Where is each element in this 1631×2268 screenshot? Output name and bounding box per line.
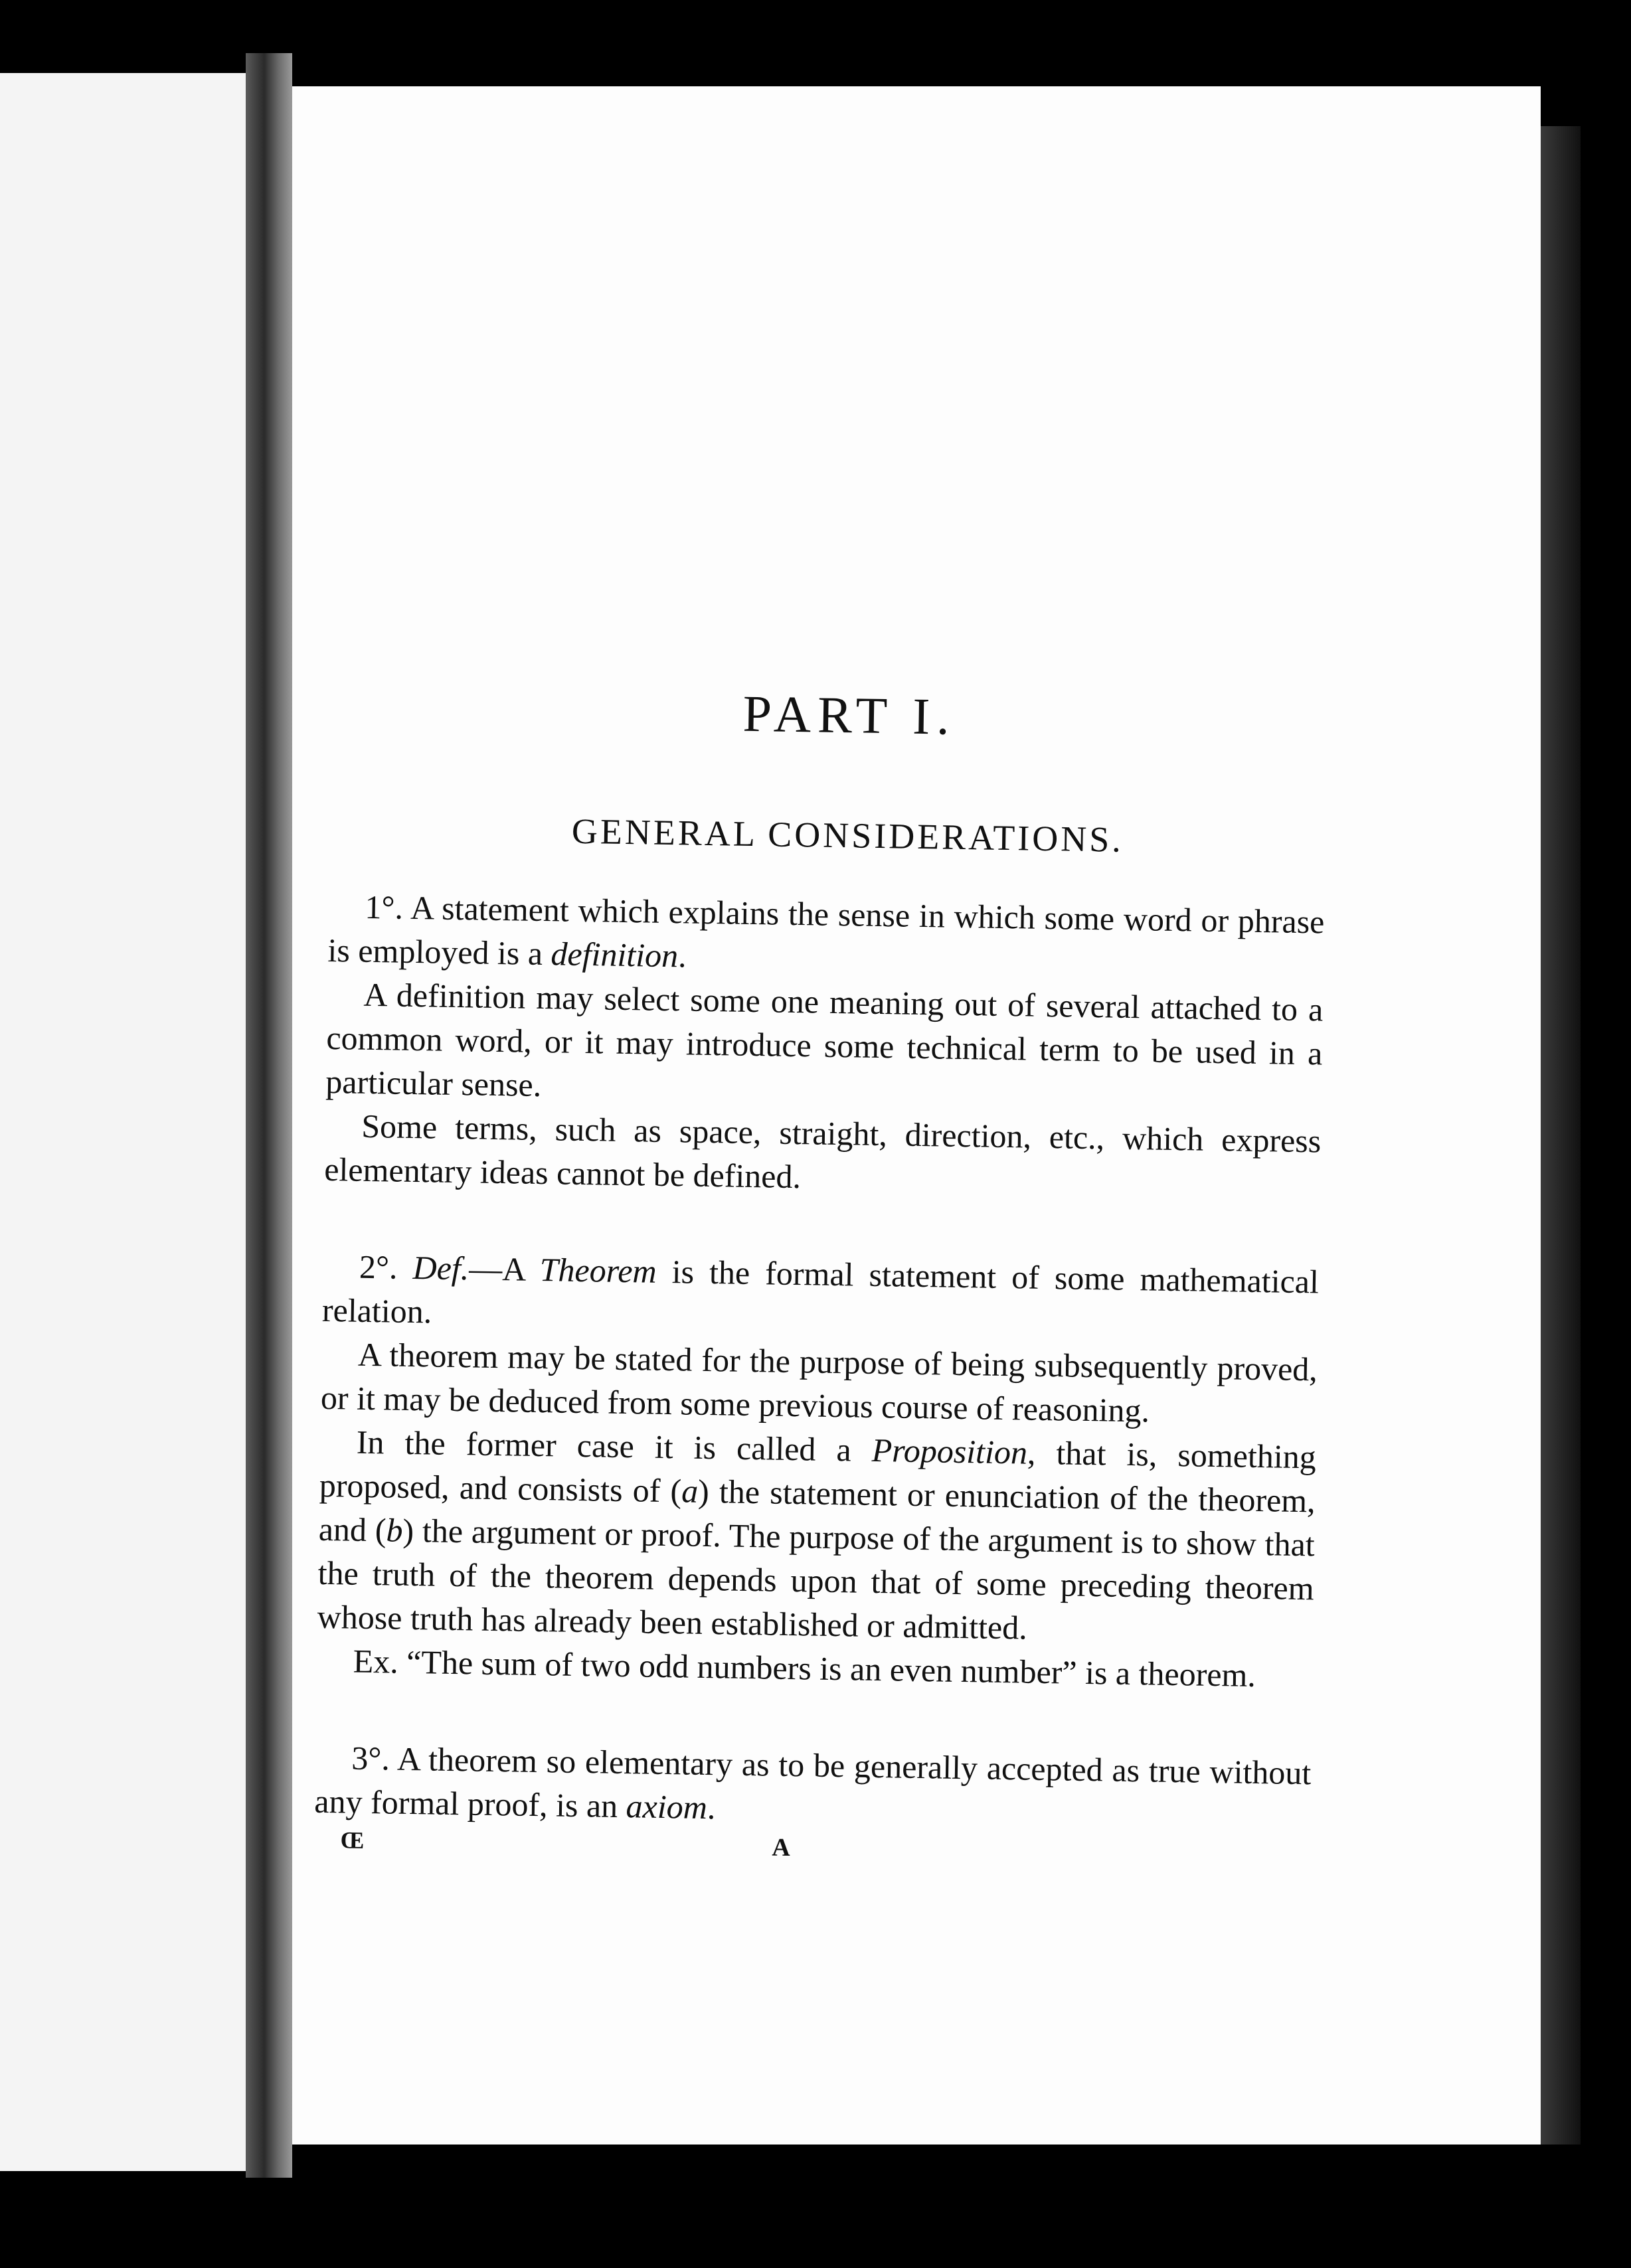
paragraph-2: A definition may select some one meaning out of several attached to a common word, or it may introduce some technical term to be used in a particular sense.	[325, 975, 1324, 1104]
paragraph-7: Ex. “The sum of two odd numbers is an even number” is a theorem.	[353, 1642, 1256, 1694]
def-label: Def.	[412, 1249, 470, 1287]
section-heading: GENERAL CONSIDERATIONS.	[571, 811, 1124, 860]
section-number: 3°.	[351, 1739, 390, 1777]
page-content	[313, 677, 1328, 1888]
term-proposition: Proposition	[871, 1431, 1028, 1471]
paragraph-8: 3°. A theorem so elementary as to be generally accepted as true without any formal proof, is an axiom.	[313, 1739, 1312, 1826]
term-axiom: axiom	[626, 1787, 708, 1826]
paragraph-5: A theorem may be stated for the purpose of being subsequently proved, or it may be deduced from some previous course of reasoning.	[320, 1335, 1318, 1429]
page-edge	[1541, 126, 1581, 2145]
part-title: PART I.	[742, 684, 957, 746]
paragraph-4: 2°. Def.—A Theorem is the formal statement of some mathematical relation.	[321, 1248, 1320, 1331]
paragraph-3: Some terms, such as space, straight, direction, etc., which express elementary ideas cannot be defined.	[323, 1107, 1322, 1196]
printer-mark: Œ	[340, 1826, 365, 1854]
section-number: 2°.	[359, 1248, 414, 1287]
facing-page	[0, 73, 246, 2171]
book-spine	[246, 53, 292, 2178]
paragraph-6: In the former case it is called a Proposition, that is, something proposed, and consists of (a) the statement or enunciation of the theorem, and (b) the argument or proof. The purpose of the argument is to show that the truth of the theorem depends upon that of some preceding theorem whose truth has already been established or admitted.	[317, 1423, 1317, 1647]
term-definition: definition	[551, 935, 679, 975]
term-theorem: Theorem	[539, 1251, 657, 1290]
paragraph-1: 1°. A statement which explains the sense in which some word or phrase is employed is a definition.	[327, 888, 1325, 975]
signature-letter: A	[772, 1833, 791, 1862]
section-number: 1°.	[365, 888, 404, 926]
